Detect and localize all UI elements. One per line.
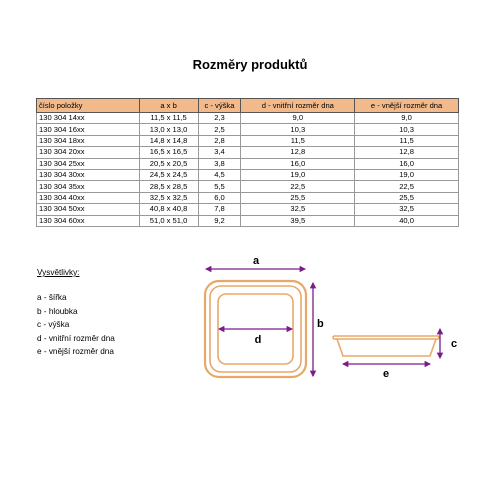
table-cell: 130 304 30xx xyxy=(37,169,140,180)
table-cell: 130 304 16xx xyxy=(37,124,140,135)
table-cell: 25,5 xyxy=(355,192,459,203)
table-cell: 130 304 14xx xyxy=(37,113,140,124)
legend-item: d - vnitřní rozměr dna xyxy=(37,333,115,343)
table-cell: 9,0 xyxy=(355,113,459,124)
table-cell: 3,8 xyxy=(198,158,241,169)
table-cell: 24,5 x 24,5 xyxy=(139,169,198,180)
table-cell: 51,0 x 51,0 xyxy=(139,215,198,226)
table-cell: 5,5 xyxy=(198,181,241,192)
table-cell: 16,5 x 16,5 xyxy=(139,147,198,158)
dimension-a-label: a xyxy=(252,255,260,267)
table-cell: 130 304 20xx xyxy=(37,147,140,158)
table-cell: 10,3 xyxy=(241,124,355,135)
dimension-e-label: e xyxy=(382,368,390,380)
table-cell: 130 304 25xx xyxy=(37,158,140,169)
page-title: Rozměry produktů xyxy=(192,57,308,72)
side-rim-outline xyxy=(333,336,439,339)
table-cell: 130 304 35xx xyxy=(37,181,140,192)
table-cell: 2,8 xyxy=(198,135,241,146)
table-cell: 12,8 xyxy=(355,147,459,158)
table-cell: 22,5 xyxy=(355,181,459,192)
dimension-c-label: c xyxy=(451,338,458,350)
table-cell: 19,0 xyxy=(241,169,355,180)
column-header-inner-bottom: d - vnitřní rozměr dna xyxy=(241,99,355,113)
table-cell: 19,0 xyxy=(355,169,459,180)
table-cell: 2,3 xyxy=(198,113,241,124)
table-cell: 11,5 xyxy=(241,135,355,146)
legend-item: b - hloubka xyxy=(37,306,78,316)
table-cell: 25,5 xyxy=(241,192,355,203)
column-header-outer-bottom: e - vnější rozměr dna xyxy=(355,99,459,113)
legend-item: c - výška xyxy=(37,320,70,330)
table-cell: 20,5 x 20,5 xyxy=(139,158,198,169)
dimension-b-label: b xyxy=(317,318,324,330)
table-cell: 130 304 60xx xyxy=(37,215,140,226)
column-header-a-x-b: a x b xyxy=(139,99,198,113)
table-cell: 28,5 x 28,5 xyxy=(139,181,198,192)
table-cell: 12,8 xyxy=(241,147,355,158)
table-cell: 11,5 xyxy=(355,135,459,146)
table-cell: 4,5 xyxy=(198,169,241,180)
table-cell: 11,5 x 11,5 xyxy=(139,113,198,124)
table-cell: 130 304 50xx xyxy=(37,204,140,215)
table-cell: 10,3 xyxy=(355,124,459,135)
legend-heading: Vysvětlivky: xyxy=(37,268,80,277)
table-cell: 16,0 xyxy=(355,158,459,169)
table-cell: 3,4 xyxy=(198,147,241,158)
table-cell: 2,5 xyxy=(198,124,241,135)
table-cell: 130 304 40xx xyxy=(37,192,140,203)
legend-item: e - vnější rozměr dna xyxy=(37,347,114,357)
table-cell: 14,8 x 14,8 xyxy=(139,135,198,146)
column-header-height: c - výška xyxy=(198,99,241,113)
table-cell: 130 304 18xx xyxy=(37,135,140,146)
table-cell: 40,8 x 40,8 xyxy=(139,204,198,215)
table-cell: 39,5 xyxy=(241,215,355,226)
table-cell: 40,0 xyxy=(355,215,459,226)
table-cell: 32,5 x 32,5 xyxy=(139,192,198,203)
table-cell: 16,0 xyxy=(241,158,355,169)
table-cell: 32,5 xyxy=(355,204,459,215)
side-view-drawing xyxy=(333,336,439,356)
table-cell: 7,8 xyxy=(198,204,241,215)
table-cell: 13,0 x 13,0 xyxy=(139,124,198,135)
table-cell: 9,0 xyxy=(241,113,355,124)
table-cell: 6,0 xyxy=(198,192,241,203)
dimension-d-label: d xyxy=(254,334,262,346)
table-cell: 32,5 xyxy=(241,204,355,215)
column-header-item-number: číslo položky xyxy=(37,99,140,113)
side-body-outline xyxy=(337,339,436,356)
table-cell: 9,2 xyxy=(198,215,241,226)
legend-item: a - šířka xyxy=(37,293,67,302)
table-cell: 22,5 xyxy=(241,181,355,192)
